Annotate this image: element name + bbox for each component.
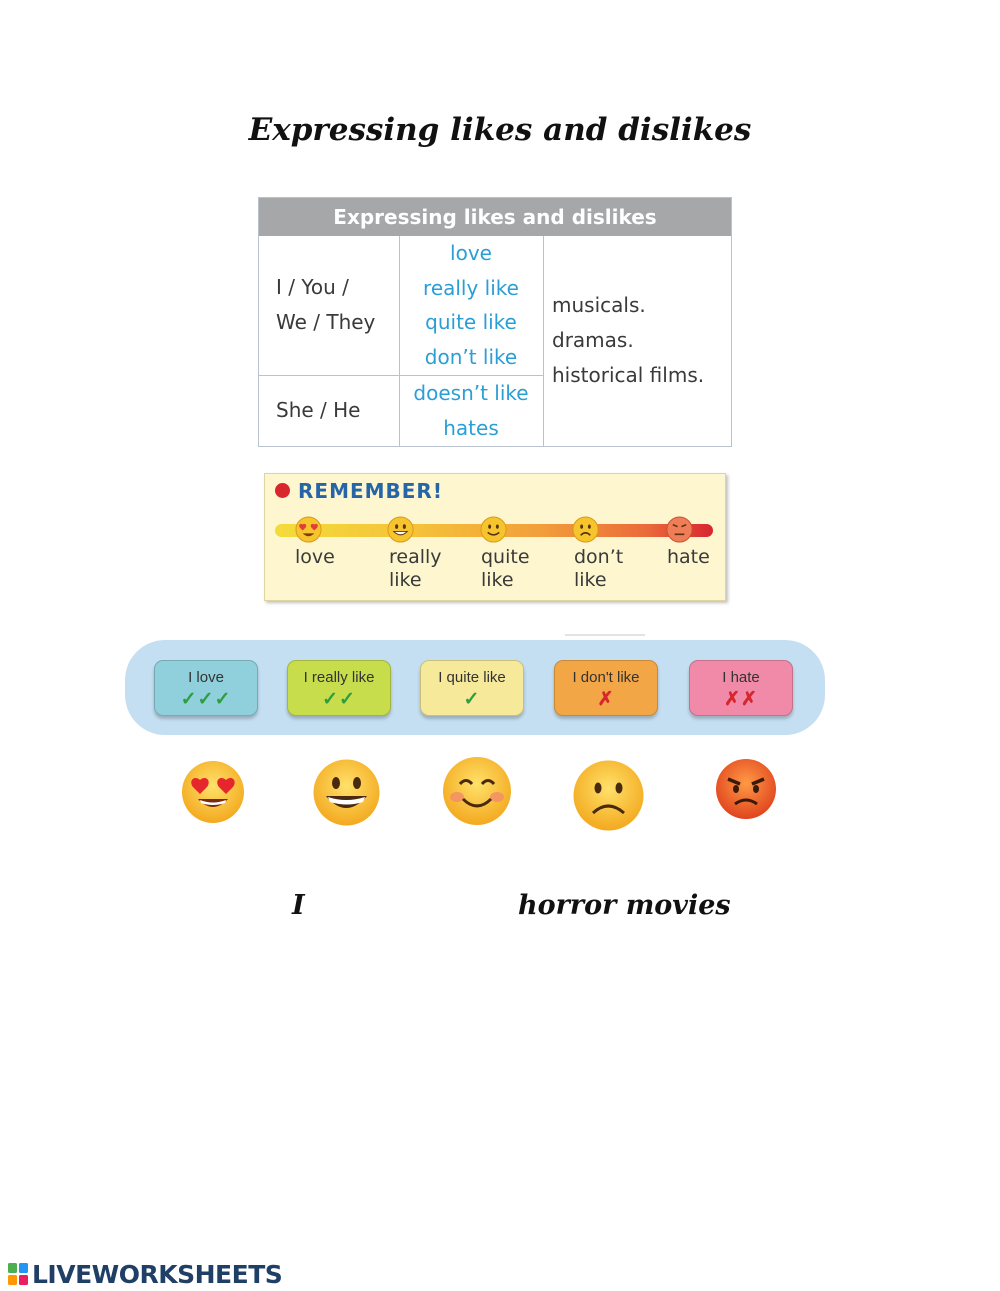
- level-label: I don't like: [572, 669, 640, 686]
- level-label: I quite like: [438, 669, 506, 686]
- smiling-face-icon: [441, 755, 513, 827]
- level-button-really-like[interactable]: [287, 660, 391, 716]
- scale-label-line: like: [481, 569, 514, 591]
- level-label: I love: [188, 669, 224, 686]
- table-divider: [543, 236, 544, 446]
- logo-text: LIVEWORKSHEETS: [32, 1260, 283, 1289]
- red-dot-icon: [275, 483, 290, 498]
- level-button-love[interactable]: [154, 660, 258, 716]
- level-button-quite-like[interactable]: [420, 660, 524, 716]
- subject-line: I / You /: [276, 275, 349, 299]
- frowning-face-icon: [572, 516, 599, 543]
- angry-face-icon: [666, 516, 693, 543]
- verb-form: really like: [423, 275, 519, 300]
- check-mark-icon: ✓: [463, 689, 481, 710]
- check-marks-icon: ✓✓✓: [180, 689, 232, 710]
- scale-label-line: like: [389, 569, 422, 591]
- level-label: I really like: [303, 669, 375, 686]
- angry-face-icon: [714, 757, 778, 821]
- liveworksheets-logo-icon: [8, 1263, 28, 1285]
- scale-label-line: love: [295, 546, 335, 568]
- object-item: musicals.: [552, 293, 646, 317]
- object-cell: [552, 288, 704, 393]
- scale-label-quite-like: [481, 546, 530, 592]
- cross-marks-icon: ✗✗: [724, 689, 758, 710]
- smiling-face-icon: [480, 516, 507, 543]
- verb-form: quite like: [425, 310, 517, 334]
- sentence-subject: I: [292, 890, 305, 921]
- scale-label-line: quite: [481, 546, 530, 568]
- frowning-face-icon: [571, 758, 646, 833]
- grinning-face-icon: [311, 757, 382, 828]
- heart-eyes-face-icon: [295, 516, 322, 543]
- scale-label-line: like: [574, 569, 607, 591]
- scale-label-hate: [667, 546, 710, 569]
- verb-cell-plural: [399, 236, 543, 374]
- grinning-face-icon: [387, 516, 414, 543]
- grammar-table: [258, 197, 732, 447]
- cross-mark-icon: ✗: [597, 689, 615, 710]
- divider: [565, 634, 645, 636]
- scale-label-dont-like: [574, 546, 623, 592]
- scale-label-line: don’t: [574, 546, 624, 568]
- verb-form: don’t like: [424, 344, 518, 369]
- page-title: Expressing likes and dislikes: [248, 112, 752, 148]
- subject-cell-singular: She / He: [276, 398, 361, 422]
- level-button-hate[interactable]: [689, 660, 793, 716]
- subject-line: We / They: [276, 310, 376, 334]
- scale-label-love: [295, 546, 335, 569]
- verb-form: hates: [443, 415, 499, 440]
- grammar-table-header: Expressing likes and dislikes: [259, 198, 731, 236]
- object-item: historical films.: [552, 363, 705, 387]
- verb-form: love: [450, 241, 492, 265]
- verb-form: doesn’t like: [413, 381, 529, 405]
- heart-eyes-face-icon: [180, 759, 246, 825]
- subject-cell-plural: [276, 270, 375, 340]
- level-label: I hate: [722, 669, 760, 686]
- level-button-dont-like[interactable]: [554, 660, 658, 716]
- scale-label-line: hate: [667, 546, 710, 568]
- scale-label-line: really: [389, 546, 442, 568]
- object-item: dramas.: [552, 328, 634, 352]
- scale-label-really-like: [389, 546, 442, 592]
- remember-title: REMEMBER!: [298, 479, 443, 503]
- verb-cell-singular: [399, 376, 543, 445]
- check-marks-icon: ✓✓: [322, 689, 356, 710]
- remember-box: [264, 473, 726, 601]
- sentence-object: horror movies: [518, 890, 731, 921]
